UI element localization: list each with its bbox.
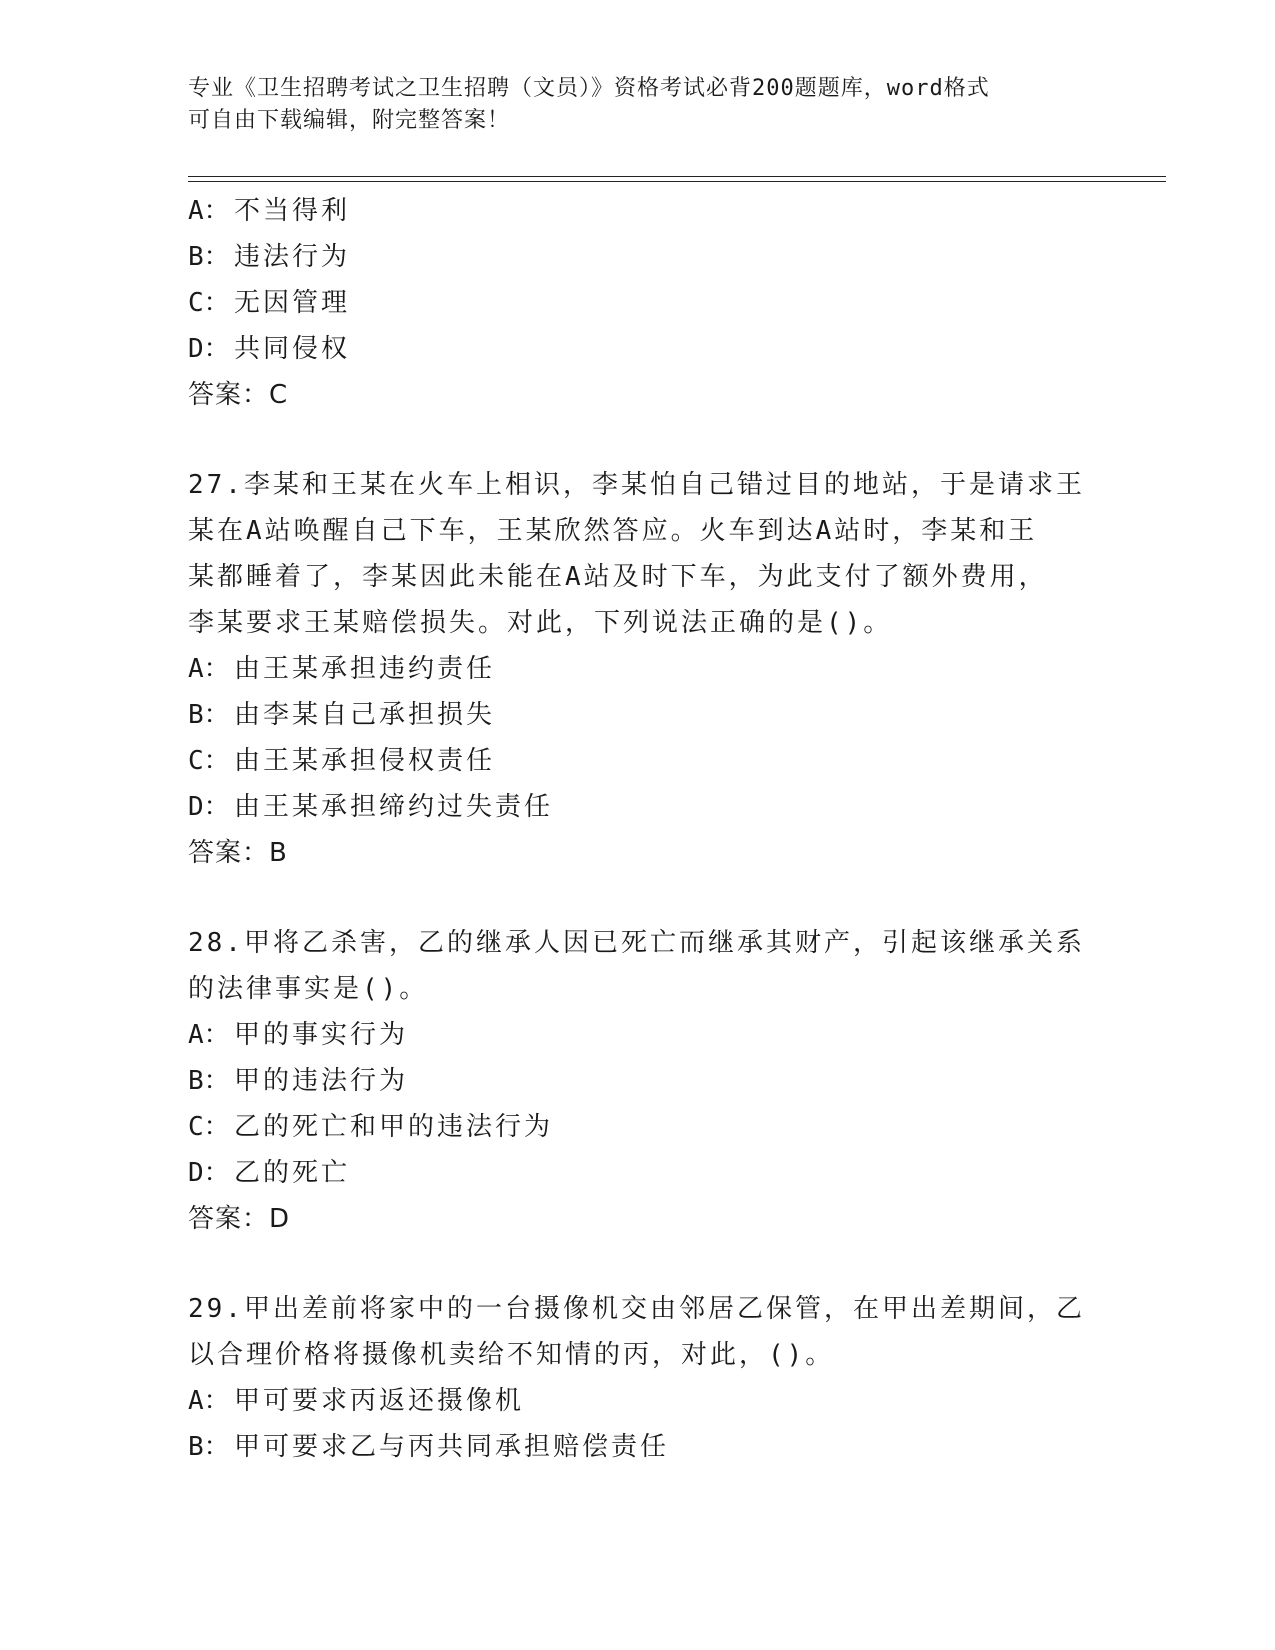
question-body [188,188,1088,1470]
header-title-line-2: 可自由下载编辑，附完整答案！ [188,108,511,133]
option-d: D： 共同侵权 [188,334,351,364]
option-d: D： 由王某承担缔约过失责任 [188,792,554,822]
question-29 [188,1286,1088,1470]
question-text-line: 李某要求王某赔偿损失。对此，下列说法正确的是()。 [188,608,893,638]
header-divider-bottom [188,181,1166,182]
question-28 [188,920,1088,1242]
question-26 [188,188,1088,418]
answer-line: 答案：D [188,1204,291,1234]
question-text-line: 某都睡着了，李某因此未能在A站及时下车，为此支付了额外费用， [188,562,1048,592]
header-title-line-1: 专业《卫生招聘考试之卫生招聘（文员）》资格考试必背200题题库，word格式 [188,76,990,101]
question-text-line: 28.甲将乙杀害，乙的继承人因已死亡而继承其财产，引起该继承关系 [188,928,1085,958]
option-a: A： 由王某承担违约责任 [188,654,496,684]
option-c: C： 无因管理 [188,288,351,318]
answer-line: 答案：B [188,838,288,868]
option-b: B： 甲的违法行为 [188,1066,409,1096]
option-c: C： 乙的死亡和甲的违法行为 [188,1112,554,1142]
option-a: A： 不当得利 [188,196,351,226]
option-d: D： 乙的死亡 [188,1158,351,1188]
document-header [188,73,1068,137]
question-27 [188,462,1088,876]
question-text-line: 某在A站唤醒自己下车，王某欣然答应。火车到达A站时，李某和王 [188,516,1038,546]
option-b: B： 由李某自己承担损失 [188,700,496,730]
option-c: C： 由王某承担侵权责任 [188,746,496,776]
question-text-line: 以合理价格将摄像机卖给不知情的丙，对此，()。 [188,1340,835,1370]
question-text-line: 29.甲出差前将家中的一台摄像机交由邻居乙保管，在甲出差期间，乙 [188,1294,1085,1324]
option-b: B： 甲可要求乙与丙共同承担赔偿责任 [188,1432,670,1462]
question-text-line: 27.李某和王某在火车上相识，李某怕自己错过目的地站，于是请求王 [188,470,1085,500]
question-text-line: 的法律事实是()。 [188,974,429,1004]
option-a: A： 甲可要求丙返还摄像机 [188,1386,525,1416]
header-divider-top [188,176,1166,177]
answer-line: 答案：C [188,380,289,410]
option-b: B： 违法行为 [188,242,351,272]
option-a: A： 甲的事实行为 [188,1020,409,1050]
